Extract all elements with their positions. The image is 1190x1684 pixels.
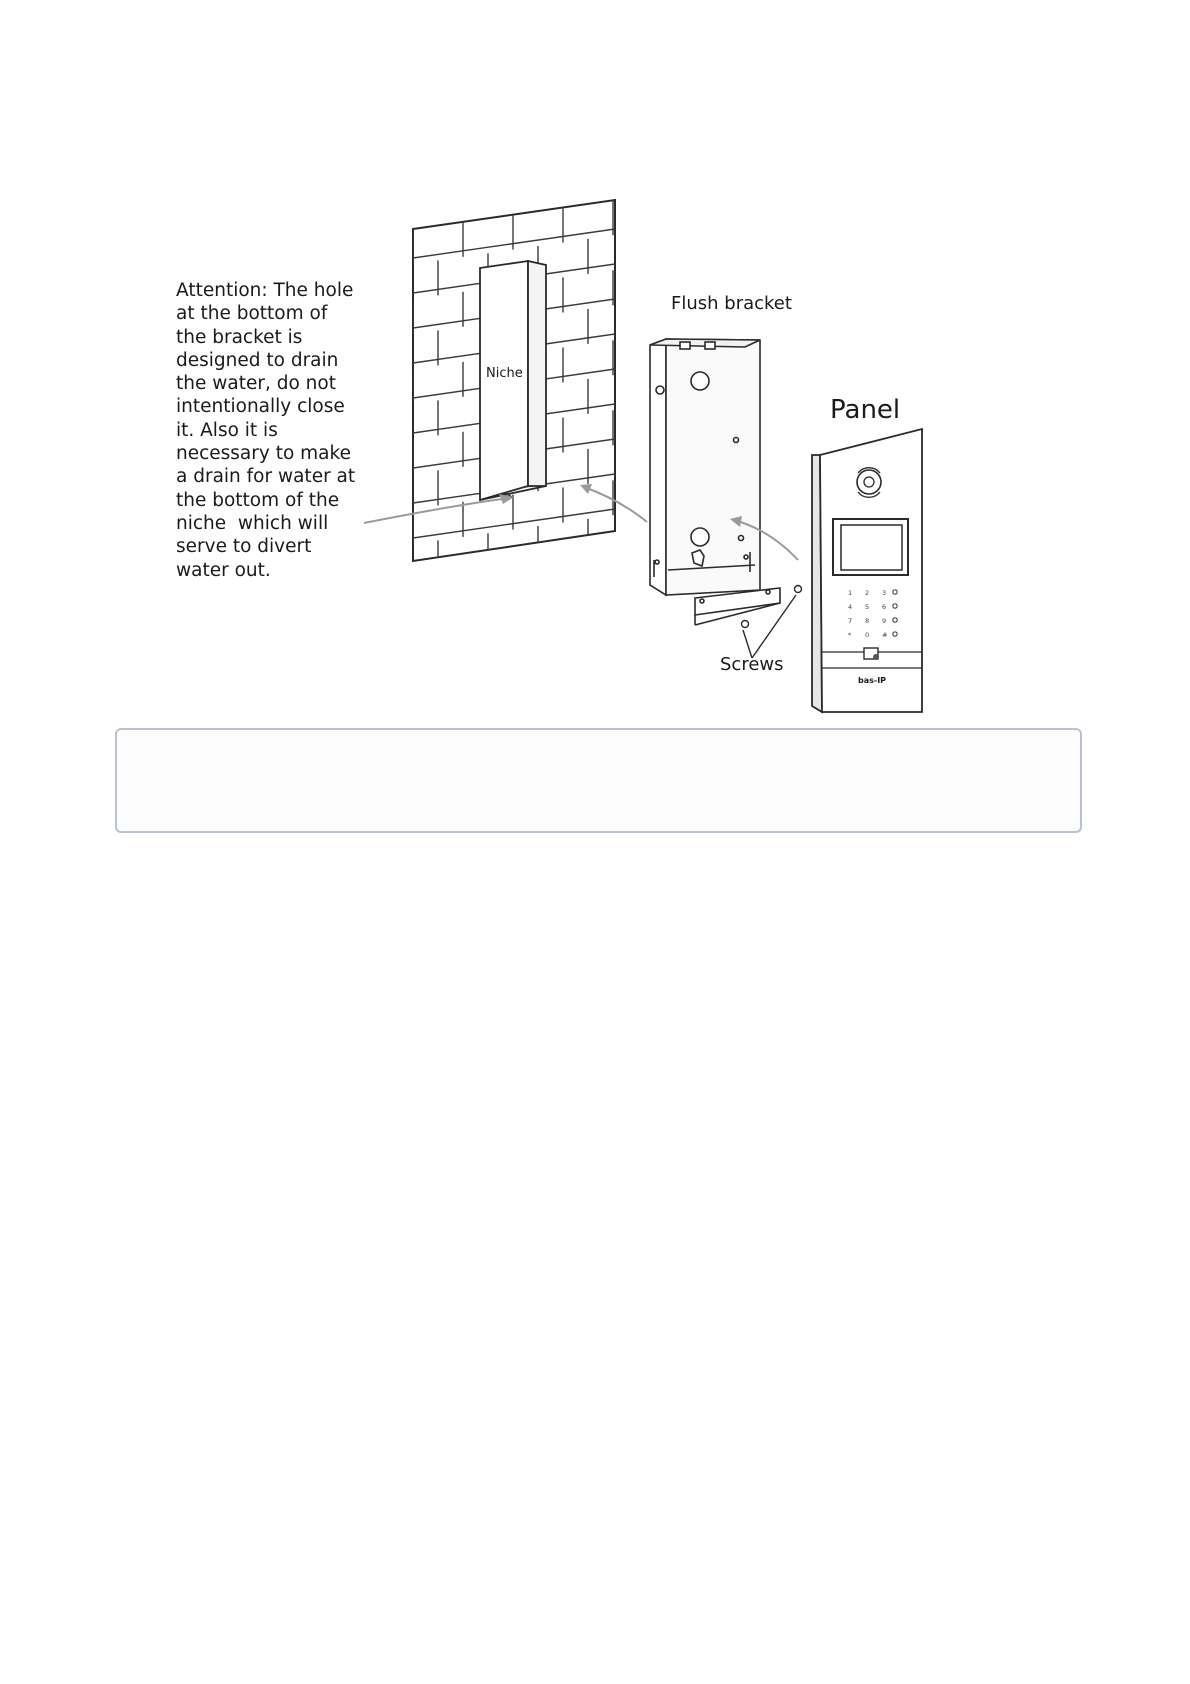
attention-note [176, 279, 376, 582]
intercom-panel [812, 429, 922, 712]
keypad-key: 8 [865, 617, 870, 625]
attention-line: at the bottom of [176, 303, 328, 325]
attention-line: intentionally close [176, 396, 345, 418]
attention-line: a drain for water at [176, 466, 356, 488]
brand-logo: bas-IP [858, 676, 887, 685]
keypad-key: 1 [848, 589, 853, 597]
attention-line: niche which will [176, 512, 329, 534]
keypad-key: # [882, 631, 888, 639]
attention-line: the bottom of the [176, 489, 340, 511]
keypad-key: 7 [848, 617, 853, 625]
panel-label: Panel [830, 395, 901, 425]
keypad-key: 6 [882, 603, 887, 611]
attention-line: Attention: The hole [176, 280, 354, 301]
keypad-key: 3 [882, 589, 887, 597]
attention-line: the bracket is [176, 326, 303, 348]
niche-label: Niche [486, 366, 523, 381]
keypad-key: 5 [865, 603, 870, 611]
attention-line: it. Also it is [176, 419, 278, 441]
attention-line: water out. [176, 559, 271, 581]
flush-bracket-label: Flush bracket [671, 293, 792, 314]
attention-line: designed to drain [176, 349, 339, 371]
niche [480, 261, 546, 500]
keypad-key: 4 [848, 603, 853, 611]
screw-left [742, 621, 749, 628]
attention-line: serve to divert [176, 536, 312, 558]
screw-right [795, 586, 802, 593]
keypad-key: 9 [882, 617, 887, 625]
flush-bracket [650, 339, 780, 625]
keypad-key: * [848, 631, 852, 639]
attention-line: the water, do not [176, 373, 336, 395]
keypad-key: 2 [865, 589, 870, 597]
screws-label: Screws [720, 654, 784, 675]
keypad-key: 0 [865, 631, 870, 639]
attention-line: necessary to make [176, 443, 351, 465]
note-box [115, 728, 1082, 833]
